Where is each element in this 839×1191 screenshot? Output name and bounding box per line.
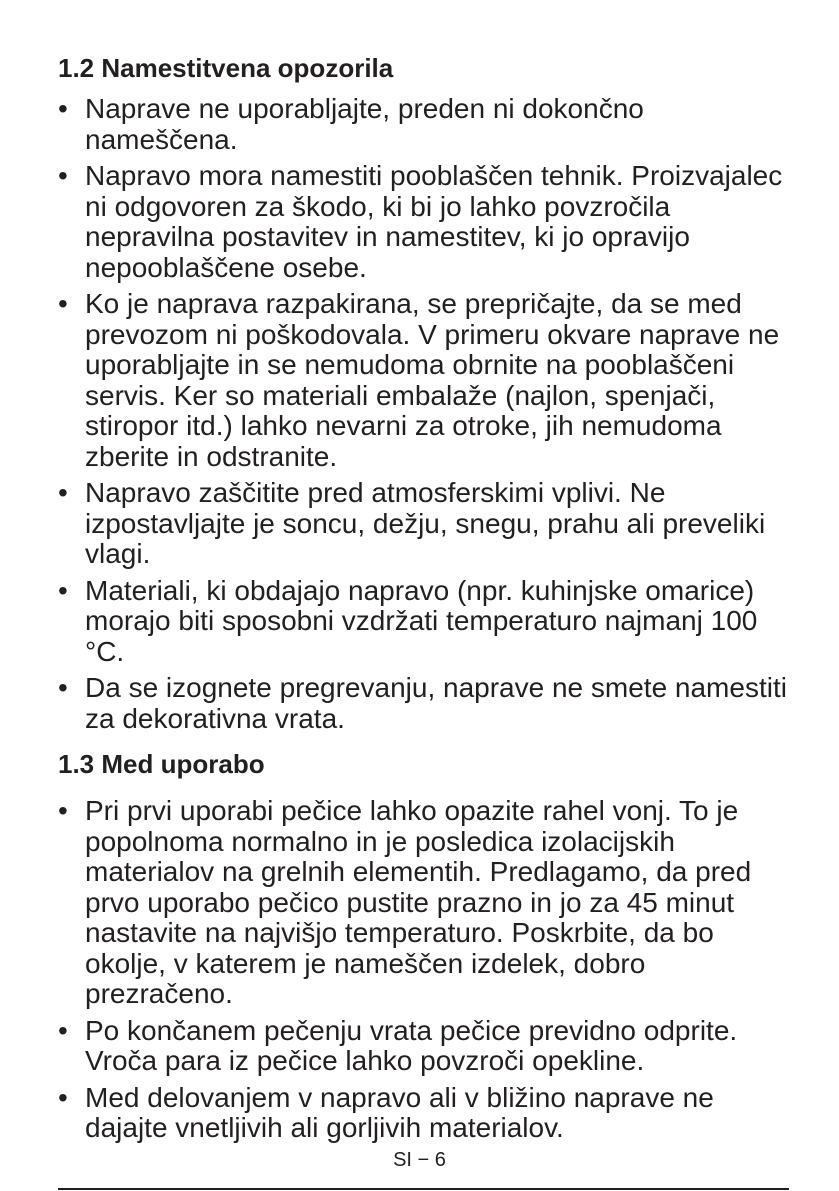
bullet-icon: • <box>58 1014 68 1046</box>
bullet-icon: • <box>58 1081 68 1113</box>
list-item <box>58 673 788 734</box>
bullet-icon: • <box>58 672 68 703</box>
list-item-text: Napravo mora namestiti pooblaščen tehnik. Proizvajalec ni odgovoren za škodo, ki bi jo lahko povzročila nepravilna postavitev in namestitev, ki jo opravijo nepooblaščene osebe. <box>85 160 783 283</box>
list-item-text: Napravo zaščitite pred atmosferskimi vplivi. Ne izpostavljajte je soncu, dežju, snegu, prahu ali preveliki vlagi. <box>85 477 766 569</box>
bullet-icon: • <box>58 93 68 124</box>
list-item-text: Da se izognete pregrevanju, naprave ne smete namestiti za dekorativna vrata. <box>85 672 787 734</box>
list-item <box>58 289 788 472</box>
bullet-icon: • <box>58 288 68 319</box>
list-item <box>58 1083 788 1144</box>
list-item <box>58 796 788 1010</box>
bullet-icon: • <box>58 795 68 826</box>
section-heading-installation-warnings: 1.2 Namestitvena opozorila <box>58 53 394 83</box>
list-item <box>58 1016 788 1077</box>
bullet-icon: • <box>58 574 68 606</box>
list-item-text: Pri prvi uporabi pečice lahko opazite rahel vonj. To je popolnoma normalno in je posledica izolacijskih materialov na grelnih elementih. Predlagamo, da pred prvo uporabo pečico pustite prazno in jo za 45 minut nastavite na najvišjo temperaturo. Poskrbite, da bo okolje, v katerem je nameščen izdelek, dobro prezračeno. <box>85 795 752 1009</box>
document-page <box>58 52 788 1150</box>
during-use-list <box>58 796 788 1144</box>
list-item-text: Materiali, ki obdajajo napravo (npr. kuhinjske omarice) morajo biti sposobni vzdržati temperaturo najmanj 100 °C. <box>85 574 758 667</box>
installation-warnings-list <box>58 94 788 734</box>
list-item <box>58 94 788 155</box>
footer-divider <box>58 1188 789 1190</box>
section-heading-during-use: 1.3 Med uporabo <box>58 749 265 779</box>
list-item <box>58 161 788 283</box>
list-item-text: Med delovanjem v napravo ali v bližino naprave ne dajajte vnetljivih ali gorljivih materialov. <box>85 1081 714 1143</box>
list-item <box>58 478 788 570</box>
list-item <box>58 576 788 668</box>
bullet-icon: • <box>58 160 68 191</box>
list-item-text: Naprave ne uporabljajte, preden ni dokončno nameščena. <box>85 93 644 155</box>
list-item-text: Ko je naprava razpakirana, se prepričajte, da se med prevozom ni poškodovala. V primeru okvare naprave ne uporabljajte in se nemudoma obrnite na pooblaščeni servis. Ker so materiali embalaže (najlon, spenjači, stiropor itd.) lahko nevarni za otroke, jih nemudoma zberite in odstranite. <box>85 288 780 472</box>
page-number: SI − 6 <box>393 1149 446 1171</box>
bullet-icon: • <box>58 477 68 508</box>
list-item-text: Po končanem pečenju vrata pečice previdno odprite. Vroča para iz pečice lahko povzroči opekline. <box>85 1014 738 1076</box>
